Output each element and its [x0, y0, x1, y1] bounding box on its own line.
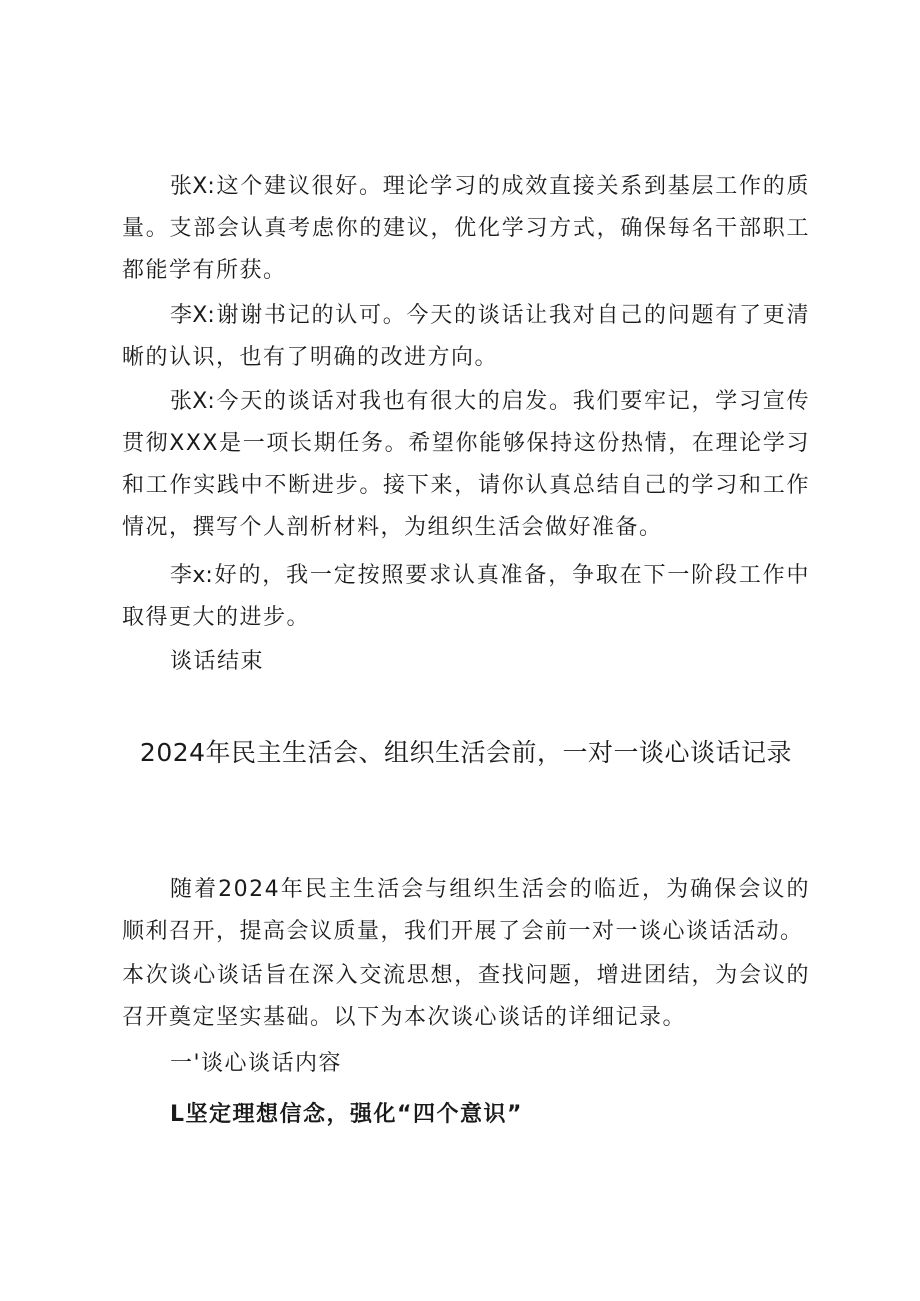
dialogue-paragraph-2 — [122, 295, 810, 379]
dialogue-text: 好的，我一定按照要求认真准备，争取在下一阶段工作中取得更大的进步。 — [122, 563, 810, 630]
dialogue-text: 今天的谈话对我也有很大的启发。我们要牢记，学习宣传贯彻XXX是一项长期任务。希望你能够保持这份热情，在理论学习和工作实践中不断进步。接下来，请你认真总结自己的学习和工作情况，撰写个人剖析材料，为组织生活会做好准备。 — [122, 389, 810, 540]
dialogue-text: 这个建议很好。理论学习的成效直接关系到基层工作的质量。支部会认真考虑你的建议，优化学习方式，确保每名干部职工都能学有所获。 — [122, 174, 810, 283]
speaker-separator: : — [205, 563, 215, 588]
section-heading: 一'谈心谈话内容 — [170, 1051, 343, 1076]
speaker-name: 李X — [170, 303, 208, 328]
speaker-name: 张X — [170, 389, 208, 414]
document-title: 2024年民主生活会、组织生活会前，一对一谈心谈话记录 — [139, 738, 793, 767]
speaker-separator: : — [207, 389, 217, 414]
end-note: 谈话结束 — [170, 649, 265, 674]
speaker-separator: : — [207, 174, 217, 199]
speaker-name: 张X — [170, 174, 208, 199]
intro-paragraph-2: 本次谈心谈话旨在深入交流思想，查找问题，增进团结，为会议的召开奠定坚实基础。以下为本次谈心谈话的详细记录。 — [122, 963, 810, 1030]
dialogue-paragraph-3 — [122, 381, 810, 549]
speaker-separator: : — [207, 303, 217, 328]
subsection-heading: L坚定理想信念，强化“四个意识” — [170, 1102, 523, 1127]
speaker-name: 李x — [170, 563, 206, 588]
dialogue-paragraph-4 — [122, 555, 810, 639]
intro-paragraph-1: 随着2024年民主生活会与组织生活会的临近，为确保会议的顺利召开，提高会议质量，我们开展了会前一对一谈心谈话活动。 — [122, 877, 810, 944]
dialogue-text: 谢谢书记的认可。今天的谈话让我对自己的问题有了更清晰的认识，也有了明确的改进方向。 — [122, 303, 810, 370]
dialogue-paragraph-1 — [122, 166, 810, 292]
